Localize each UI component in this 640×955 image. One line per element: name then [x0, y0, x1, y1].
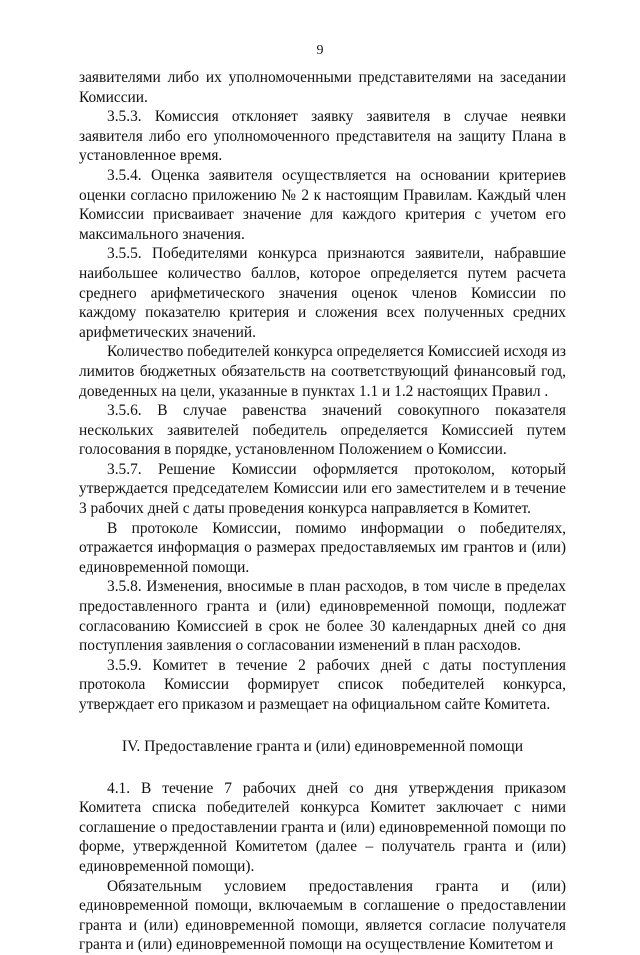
paragraph: 4.1. В течение 7 рабочих дней со дня утверждения приказом Комитета списка победителей конкурса Комитет заключает с ними соглашение о предоставлении гранта и (или) единовременной помощи по форме, утвержденной Комитетом (далее – получатель гранта и (или) единовременной помощи).: [79, 779, 566, 875]
paragraph: 3.5.3. Комиссия отклоняет заявку заявителя в случае неявки заявителя либо его уполномоченного представителя на защиту Плана в установленное время.: [79, 108, 566, 165]
paragraph: 3.5.7. Решение Комиссии оформляется протоколом, который утверждается председателем Комиссии или его заместителем и в течение 3 рабочих дней с даты проведения конкурса направляется в Комитет.: [79, 460, 566, 518]
section-heading: IV. Предоставление гранта и (или) единовременной помощи: [121, 737, 524, 755]
paragraph: Обязательным условием предоставления гранта и (или) единовременной помощи, включаемым в соглашение о предоставлении гранта и (или) единовременной помощи, является согласие получателя гранта и (или) единовременной помощи на осуществление Комитетом и: [79, 877, 566, 954]
paragraph: 3.5.5. Победителями конкурса признаются заявители, набравшие наибольшее количество баллов, которое определяется путем расчета среднего арифметического значения оценок членов Комиссии по каждому показателю критерия и сложения всех полученных средних арифметических значений.: [79, 245, 566, 341]
paragraph: В протоколе Комиссии, помимо информации о победителях, отражается информация о размерах предоставляемых им грантов и (или) единовременной помощи.: [79, 519, 566, 576]
paragraph: 3.5.4. Оценка заявителя осуществляется на основании критериев оценки согласно приложению № 2 к настоящим Правилам. Каждый член Комиссии присваивает значение для каждого критерия с учетом его максимального значения.: [79, 166, 566, 243]
page-number: 9: [316, 43, 324, 58]
paragraph: заявителями либо их уполномоченными представителями на заседании Комиссии.: [79, 69, 566, 106]
paragraph: 3.5.9. Комитет в течение 2 рабочих дней с даты поступления протокола Комиссии формирует список победителей конкурса, утверждает его приказом и размещает на официальном сайте Комитета.: [79, 656, 566, 713]
paragraph: Количество победителей конкурса определяется Комиссией исходя из лимитов бюджетных обязательств на соответствующий финансовый год, доведенных на цели, указанные в пунктах 1.1 и 1.2 настоящих Правил .: [79, 343, 566, 400]
paragraph: 3.5.8. Изменения, вносимые в план расходов, в том числе в пределах предоставленного гранта и (или) единовременной помощи, подлежат согласованию Комиссией в срок не более 30 календарных дней со дня поступления заявления о согласовании изменений в план расходов.: [79, 578, 566, 655]
paragraph: 3.5.6. В случае равенства значений совокупного показателя нескольких заявителей победитель определяется Комиссией путем голосования в порядке, установленном Положением о Комиссии.: [79, 402, 566, 459]
document-body: [79, 68, 566, 955]
